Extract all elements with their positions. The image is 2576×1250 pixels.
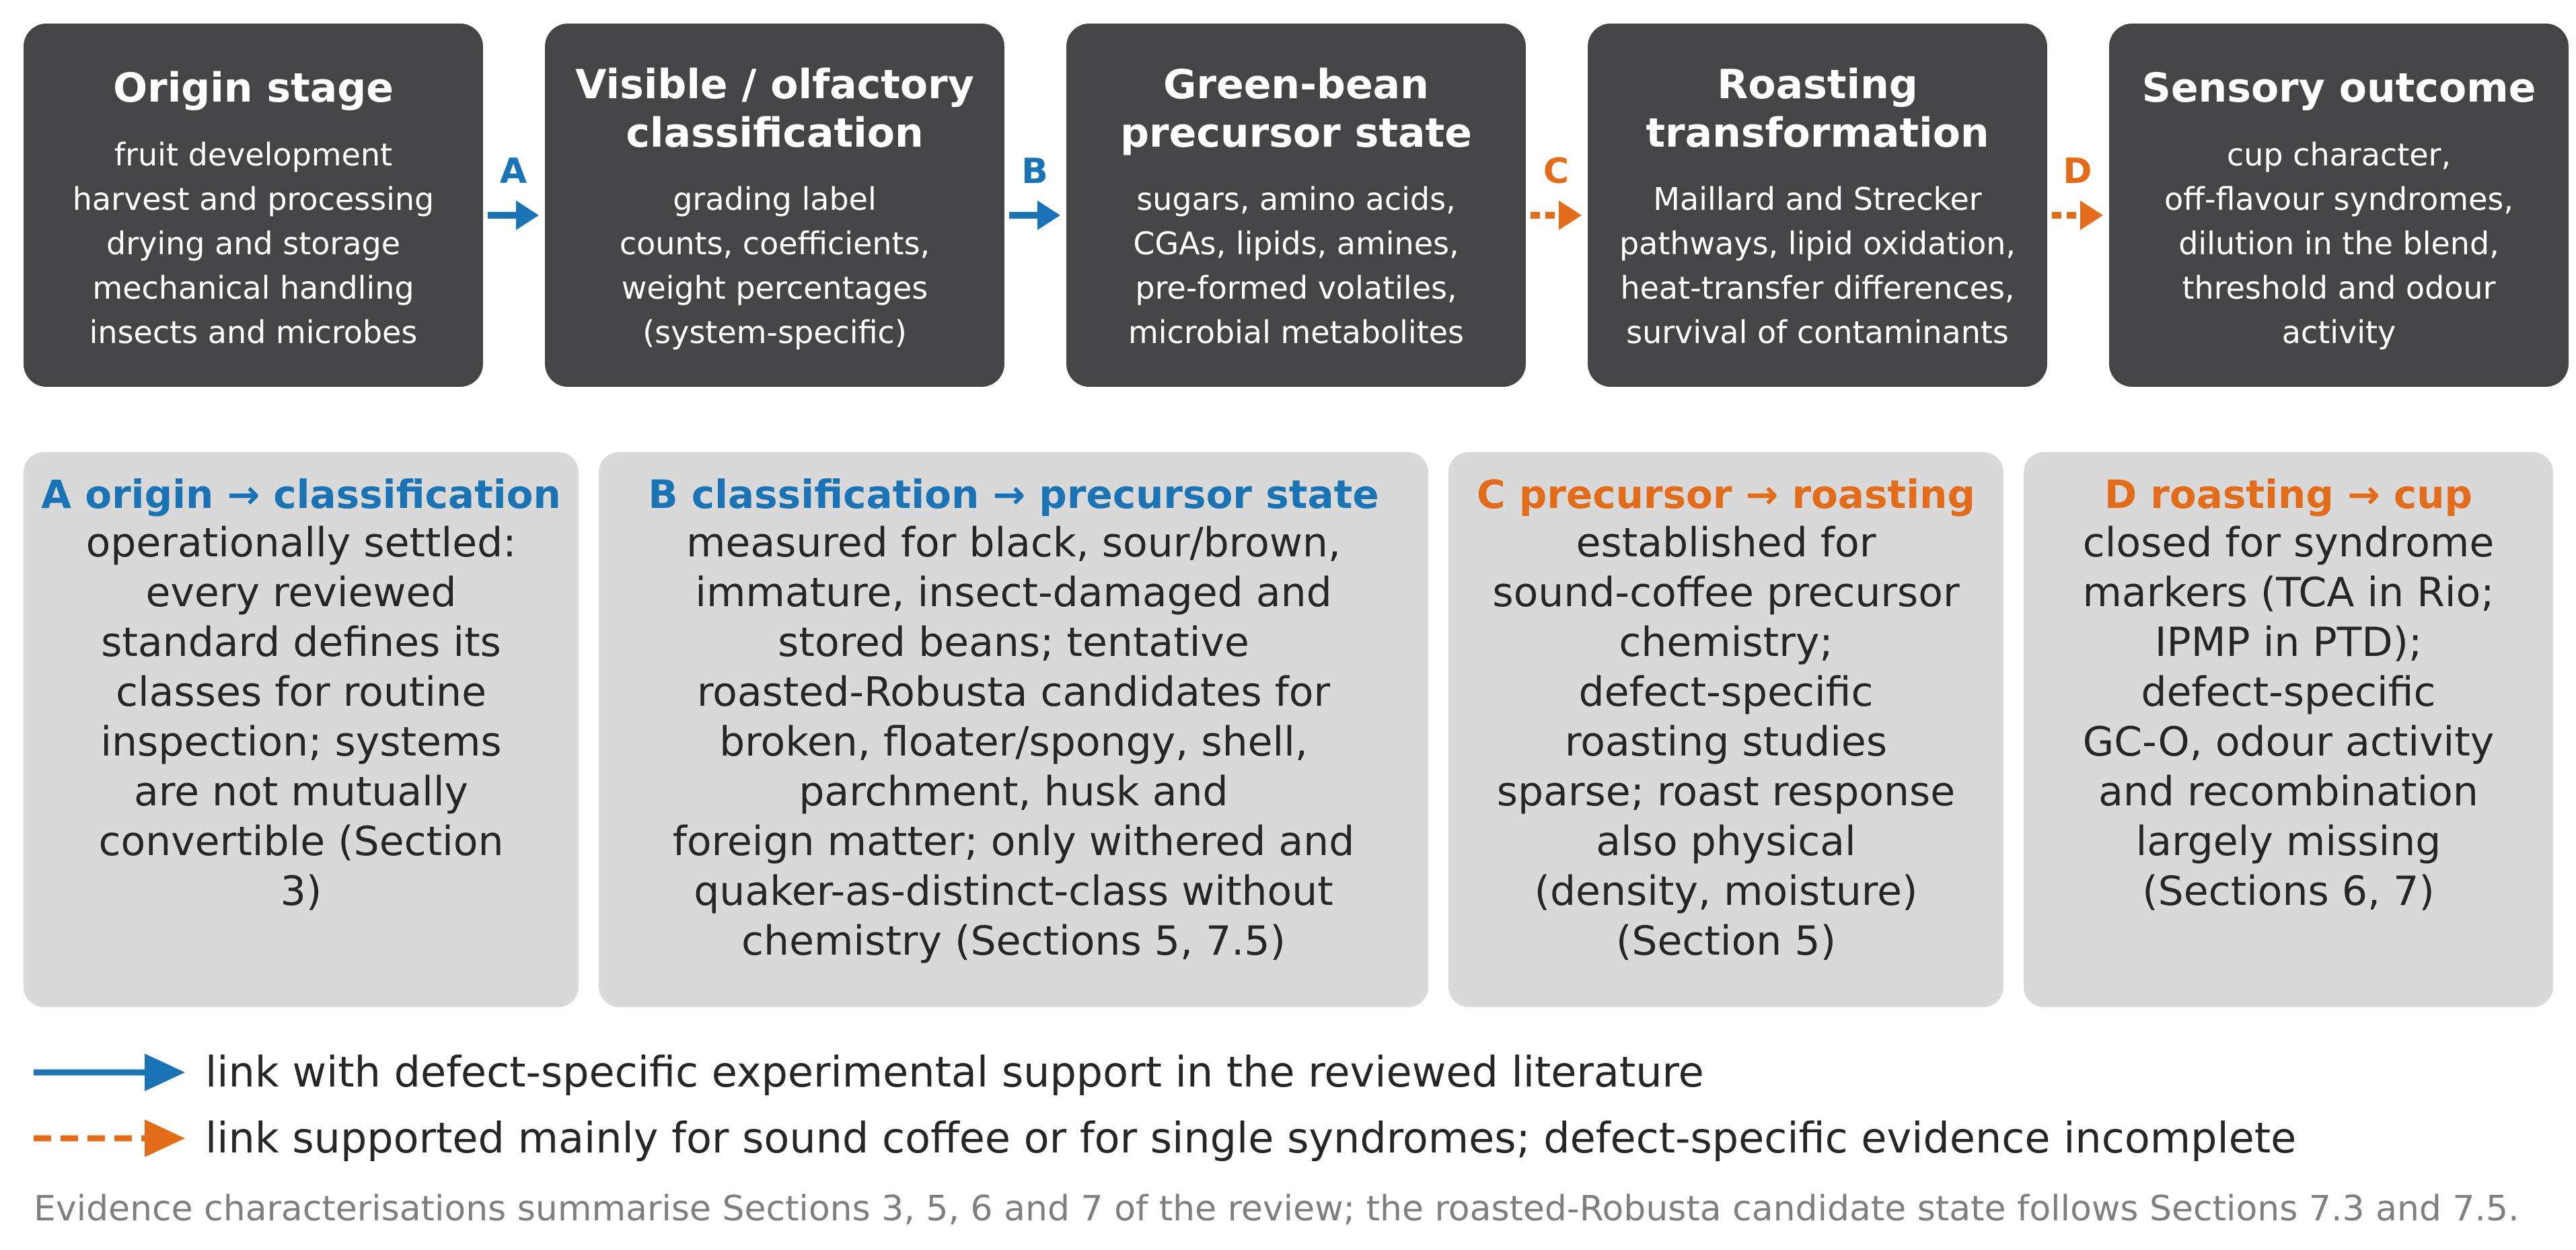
stage-box-origin xyxy=(24,24,483,387)
evidence-line: largely missing xyxy=(2135,818,2441,865)
evidence-body xyxy=(1448,518,2003,966)
stage-description xyxy=(1588,177,2047,355)
stage-description-line: (system-specific) xyxy=(642,314,907,351)
stage-box-precursor xyxy=(1066,24,1526,387)
evidence-line: established for xyxy=(1576,519,1876,566)
stage-description-line: microbial metabolites xyxy=(1128,314,1465,351)
legend-label: link with defect-specific experimental support in the reviewed literature xyxy=(205,1047,1704,1097)
evidence-line: sparse; roast response xyxy=(1496,768,1956,815)
connector-letter: D xyxy=(2063,151,2092,192)
evidence-line: IPMP in PTD); xyxy=(2154,619,2423,666)
stage-box-sensory xyxy=(2109,24,2569,387)
evidence-line: chemistry; xyxy=(1619,619,1833,666)
stage-title-line: Origin stage xyxy=(113,65,394,112)
stage-title xyxy=(1588,61,2047,157)
evidence-line: markers (TCA in Rio; xyxy=(2082,569,2495,616)
stage-description-line: drying and storage xyxy=(106,225,400,262)
stage-description-line: pre-formed volatiles, xyxy=(1135,270,1457,306)
evidence-line: operationally settled: xyxy=(85,519,517,566)
stage-description xyxy=(24,133,483,355)
evidence-line: quaker-as-distinct-class without xyxy=(694,868,1333,915)
connector-d xyxy=(2051,151,2104,232)
dashed-arrow-icon xyxy=(34,1118,188,1159)
stage-title xyxy=(2109,64,2569,112)
solid-arrow-icon xyxy=(486,198,540,232)
legend-item-solid xyxy=(34,1045,2523,1099)
stage-description-line: harvest and processing xyxy=(72,181,435,217)
stage-description-line: heat-transfer differences, xyxy=(1620,270,2015,306)
stage-title-line: precursor state xyxy=(1120,110,1472,157)
dashed-arrow-icon xyxy=(1529,198,1583,232)
stage-description-line: counts, coefficients, xyxy=(619,225,930,262)
evidence-line: defect-specific xyxy=(1578,669,1874,716)
stage-description-line: dilution in the blend, xyxy=(2178,225,2499,262)
evidence-line: also physical xyxy=(1596,818,1856,865)
evidence-line: defect-specific xyxy=(2141,669,2436,716)
stage-title xyxy=(1066,61,1526,157)
evidence-line: every reviewed xyxy=(145,569,457,616)
evidence-line: and recombination xyxy=(2098,768,2478,815)
footnote: Evidence characterisations summarise Sections 3, 5, 6 and 7 of the review; the roasted-Robusta candidate state follows Sections 7.3 and 7.5. xyxy=(34,1189,2519,1229)
evidence-line: inspection; systems xyxy=(100,719,502,766)
evidence-title: B classification → precursor state xyxy=(648,472,1379,517)
stage-description xyxy=(545,177,1004,355)
stage-title xyxy=(24,64,483,112)
evidence-line: stored beans; tentative xyxy=(778,619,1249,666)
stage-description-line: mechanical handling xyxy=(92,270,414,306)
stage-title-line: Visible / olfactory xyxy=(575,61,974,108)
legend-item-dashed xyxy=(34,1111,2523,1165)
stage-box-classification xyxy=(545,24,1004,387)
evidence-body xyxy=(599,518,1428,966)
evidence-body xyxy=(2024,518,2553,916)
evidence-box-b xyxy=(599,452,1428,1007)
stage-description xyxy=(1066,177,1526,355)
evidence-title: C precursor → roasting xyxy=(1477,472,1975,517)
evidence-line: 3) xyxy=(280,868,322,915)
stage-description-line: grading label xyxy=(673,181,877,217)
dashed-arrow-icon xyxy=(2051,198,2104,232)
evidence-line: broken, floater/spongy, shell, xyxy=(719,719,1308,766)
evidence-body xyxy=(24,518,579,916)
evidence-box-d xyxy=(2024,452,2553,1007)
stage-description-line: sugars, amino acids, xyxy=(1136,181,1456,217)
connector-letter: A xyxy=(499,151,527,192)
evidence-line: classes for routine xyxy=(116,669,486,716)
evidence-box-a xyxy=(24,452,579,1007)
evidence-line: (density, moisture) xyxy=(1534,868,1918,915)
evidence-title: A origin → classification xyxy=(41,472,561,517)
evidence-line: foreign matter; only withered and xyxy=(672,818,1355,865)
stage-description-line: threshold and odour xyxy=(2182,270,2496,306)
stage-description-line: pathways, lipid oxidation, xyxy=(1619,225,2016,262)
evidence-line: standard defines its xyxy=(101,619,501,666)
stage-title xyxy=(545,61,1004,157)
evidence-line: convertible (Section xyxy=(98,818,504,865)
solid-arrow-icon xyxy=(34,1052,188,1093)
evidence-line: immature, insect-damaged and xyxy=(695,569,1332,616)
stage-box-roasting xyxy=(1588,24,2047,387)
evidence-line: roasting studies xyxy=(1564,719,1888,766)
evidence-line: GC-O, odour activity xyxy=(2082,719,2495,766)
connector-b xyxy=(1008,151,1062,232)
evidence-line: measured for black, sour/brown, xyxy=(686,519,1341,566)
evidence-line: roasted-Robusta candidates for xyxy=(696,669,1331,716)
evidence-line: (Section 5) xyxy=(1616,918,1836,965)
legend-label: link supported mainly for sound coffee or for single syndromes; defect-specific evidence incomplete xyxy=(205,1113,2297,1163)
evidence-line: are not mutually xyxy=(133,768,469,815)
evidence-line: sound-coffee precursor xyxy=(1492,569,1960,616)
stage-description-line: insects and microbes xyxy=(89,314,418,351)
stage-description-line: fruit development xyxy=(114,137,393,173)
evidence-line: parchment, husk and xyxy=(799,768,1228,815)
evidence-line: closed for syndrome xyxy=(2082,519,2495,566)
evidence-title: D roasting → cup xyxy=(2104,472,2473,517)
stage-title-line: classification xyxy=(626,110,924,157)
stage-description-line: weight percentages xyxy=(621,270,928,306)
stage-description-line: Maillard and Strecker xyxy=(1653,181,1982,217)
stage-description xyxy=(2109,133,2569,355)
connector-letter: C xyxy=(1543,151,1570,192)
stage-description-line: CGAs, lipids, amines, xyxy=(1133,225,1459,262)
solid-arrow-icon xyxy=(1008,198,1062,232)
connector-c xyxy=(1529,151,1583,232)
evidence-line: (Sections 6, 7) xyxy=(2142,868,2435,915)
stage-description-line: off-flavour syndromes, xyxy=(2164,181,2513,217)
evidence-box-c xyxy=(1448,452,2003,1007)
stage-description-line: activity xyxy=(2281,314,2396,351)
stage-title-line: Green-bean xyxy=(1163,61,1429,108)
connector-a xyxy=(486,151,540,232)
stage-title-line: Sensory outcome xyxy=(2141,65,2536,112)
stage-title-line: Roasting xyxy=(1717,61,1918,108)
stage-description-line: cup character, xyxy=(2226,137,2452,173)
connector-letter: B xyxy=(1021,151,1048,192)
stage-title-line: transformation xyxy=(1646,110,1989,157)
evidence-line: chemistry (Sections 5, 7.5) xyxy=(741,918,1286,965)
stage-description-line: survival of contaminants xyxy=(1626,314,2009,351)
